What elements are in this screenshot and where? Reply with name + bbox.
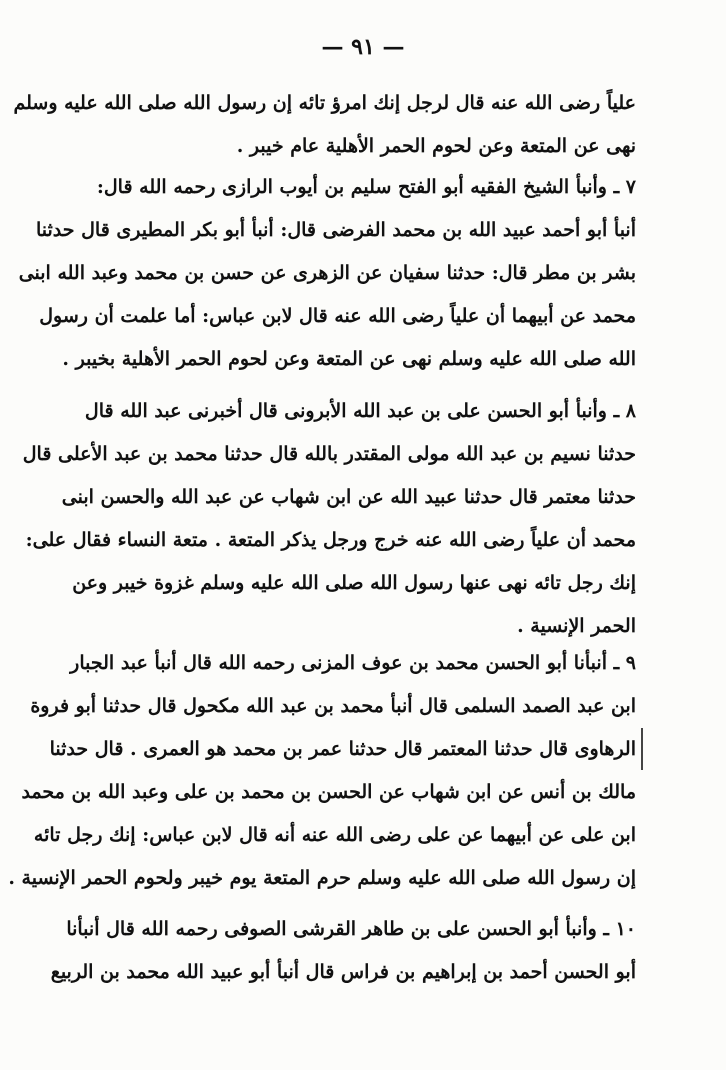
margin-mark xyxy=(641,728,643,770)
text-line: مالك بن أنس عن ابن شهاب عن الحسن بن محمد بن على وعبد الله بن محمد xyxy=(21,781,636,803)
text-line: محمد أن علياً رضى الله عنه خرج ورجل يذكر المتعة . متعة النساء فقال على: xyxy=(25,529,636,551)
text-line: نهى عن المتعة وعن لحوم الحمر الأهلية عام خيبر . xyxy=(236,135,636,157)
paragraph-continuation xyxy=(13,82,636,168)
text-line: الحمر الإنسية . xyxy=(517,615,636,637)
text-line: ٩ ـ أنبأنا أبو الحسن محمد بن عوف المزنى رحمه الله قال أنبأ عبد الجبار xyxy=(70,652,636,674)
text-line: حدثنا معتمر قال حدثنا عبيد الله عن ابن شهاب عن عبد الله والحسن ابنى xyxy=(61,486,636,508)
text-line: ابن على عن أبيهما عن على رضى الله عنه أنه قال لابن عباس: إنك رجل تائه xyxy=(33,824,636,846)
text-line: ٧ ـ وأنبأ الشيخ الفقيه أبو الفتح سليم بن أيوب الرازى رحمه الله قال: xyxy=(96,176,636,198)
text-line: إنك رجل تائه نهى عنها رسول الله صلى الله عليه وسلم غزوة خيبر وعن xyxy=(72,572,636,594)
paragraph-10 xyxy=(50,908,636,994)
paragraph-9 xyxy=(8,642,636,900)
text-line: الله صلى الله عليه وسلم نهى عن المتعة وعن لحوم الحمر الأهلية بخيبر . xyxy=(62,348,636,370)
text-line: ابن عبد الصمد السلمى قال أنبأ محمد بن عبد الله مكحول قال حدثنا أبو فروة xyxy=(30,695,636,717)
paragraph-8 xyxy=(22,390,636,648)
text-line: ٨ ـ وأنبأ أبو الحسن على بن عبد الله الأبرونى قال أخبرنى عبد الله قال xyxy=(84,400,636,422)
text-line: أنبأ أبو أحمد عبيد الله بن محمد الفرضى قال: أنبأ أبو بكر المطيرى قال حدثنا xyxy=(35,219,636,241)
paragraph-7 xyxy=(18,166,636,381)
text-line: الرهاوى قال حدثنا المعتمر قال حدثنا عمر بن محمد هو العمرى . قال حدثنا xyxy=(49,738,636,760)
text-line: علياً رضى الله عنه قال لرجل إنك امرؤ تائه إن رسول الله صلى الله عليه وسلم xyxy=(13,92,636,114)
page-number: — ٩١ — xyxy=(321,34,405,60)
text-line: محمد عن أبيهما أن علياً رضى الله عنه قال لابن عباس: أما علمت أن رسول xyxy=(39,305,636,327)
text-line: حدثنا نسيم بن عبد الله مولى المقتدر بالله قال حدثنا محمد بن عبد الأعلى قال xyxy=(22,443,636,465)
text-line: بشر بن مطر قال: حدثنا سفيان عن الزهرى عن حسن بن محمد وعبد الله ابنى xyxy=(18,262,636,284)
text-line: ١٠ ـ وأنبأ أبو الحسن على بن طاهر القرشى الصوفى رحمه الله قال أنبأنا xyxy=(66,918,636,940)
text-line: إن رسول الله صلى الله عليه وسلم حرم المتعة يوم خيبر ولحوم الحمر الإنسية . xyxy=(8,867,636,889)
text-line: أبو الحسن أحمد بن إبراهيم بن فراس قال أنبأ أبو عبيد الله محمد بن الربيع xyxy=(50,961,636,983)
